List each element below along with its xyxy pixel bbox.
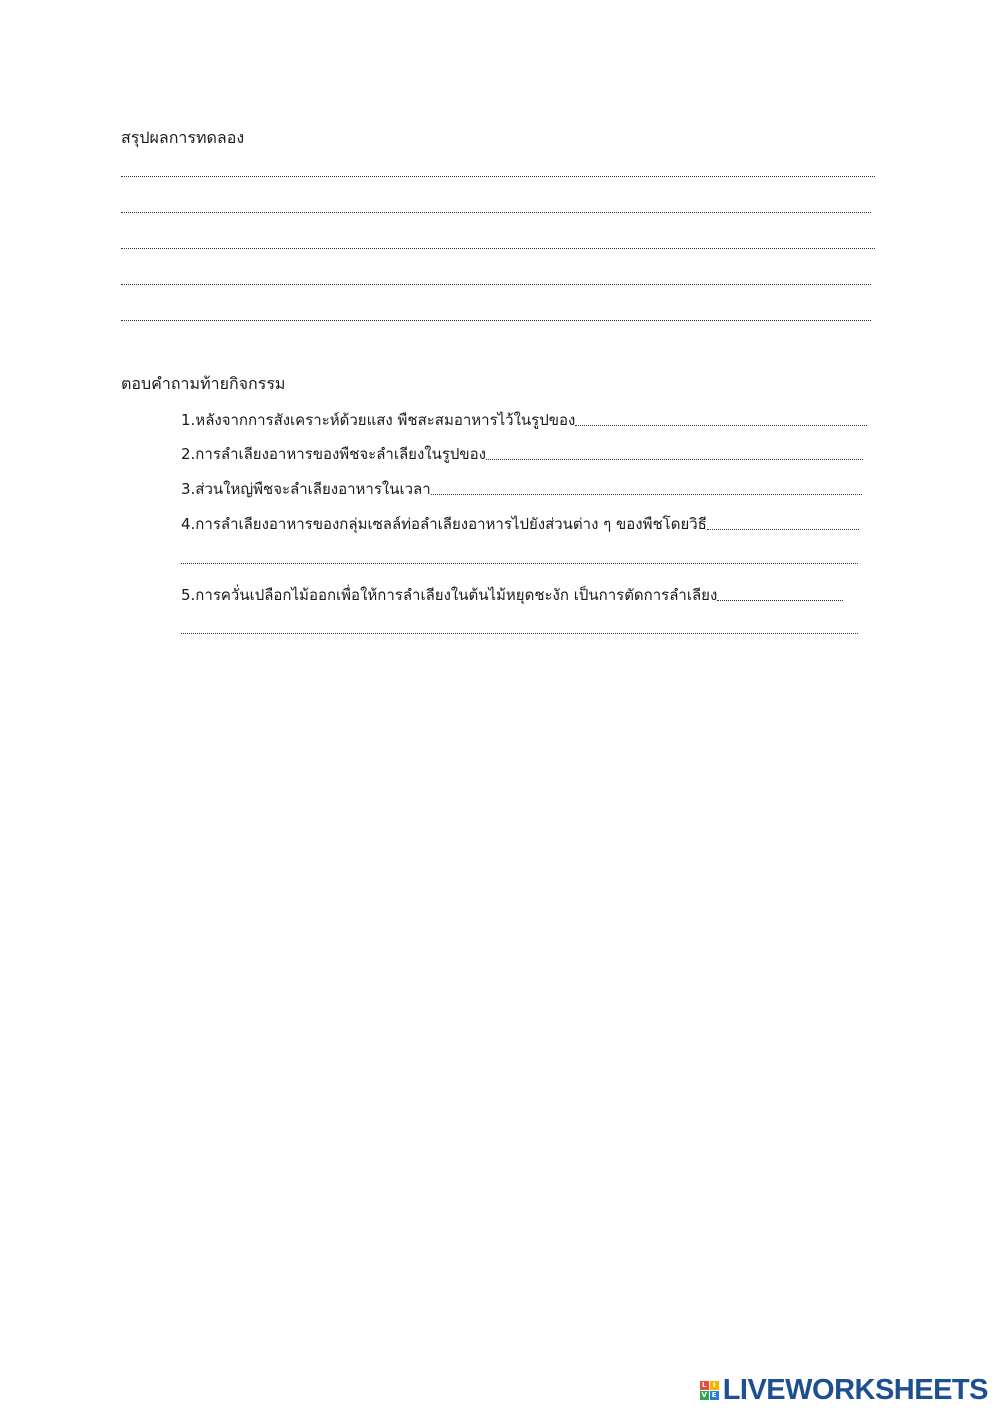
answer-continuation-line[interactable] — [181, 560, 858, 564]
logo-tile: E — [710, 1391, 719, 1400]
summary-answer-line[interactable] — [121, 209, 871, 213]
question-item — [181, 443, 863, 465]
answer-blank[interactable] — [575, 421, 867, 426]
question-text: 2.การลำเลียงอาหารของพืชจะลำเลียงในรูปของ — [181, 445, 487, 463]
questions-heading: ตอบคำถามท้ายกิจกรรม — [121, 374, 286, 393]
question-item — [181, 584, 843, 606]
question-item — [181, 478, 862, 500]
liveworksheets-brand — [700, 1374, 988, 1407]
summary-answer-line[interactable] — [121, 245, 875, 249]
liveworksheets-wordmark: LIVEWORKSHEETS — [722, 1374, 988, 1406]
question-text: 4.การลำเลียงอาหารของกลุ่มเซลล์ท่อลำเลียงอาหารไปยังส่วนต่าง ๆ ของพืชโดยวิธี — [181, 515, 707, 533]
summary-answer-line[interactable] — [121, 281, 871, 285]
logo-tile: V — [701, 1391, 707, 1399]
liveworksheets-logo-icon — [700, 1381, 719, 1400]
summary-answer-line[interactable] — [121, 173, 875, 177]
answer-blank[interactable] — [717, 596, 843, 601]
answer-blank[interactable] — [431, 490, 862, 495]
question-text: 5.การควั่นเปลือกไม้ออกเพื่อให้การลำเลียงในต้นไม้หยุดชะงัก เป็นการตัดการลำเลียง — [181, 586, 718, 604]
answer-blank[interactable] — [707, 525, 859, 530]
logo-tile: L — [700, 1381, 709, 1390]
answer-blank[interactable] — [486, 455, 863, 460]
question-text: 3.ส่วนใหญ่พืชจะลำเลียงอาหารในเวลา — [181, 480, 431, 498]
question-text: 1.หลังจากการสังเคราะห์ด้วยแสง พืชสะสมอาหารไว้ในรูปของ — [181, 411, 576, 429]
question-item — [181, 513, 859, 535]
answer-continuation-line[interactable] — [181, 630, 858, 634]
summary-answer-line[interactable] — [121, 317, 871, 321]
logo-tile: I — [710, 1381, 719, 1390]
question-item — [181, 409, 867, 431]
summary-heading: สรุปผลการทดลอง — [121, 128, 245, 147]
